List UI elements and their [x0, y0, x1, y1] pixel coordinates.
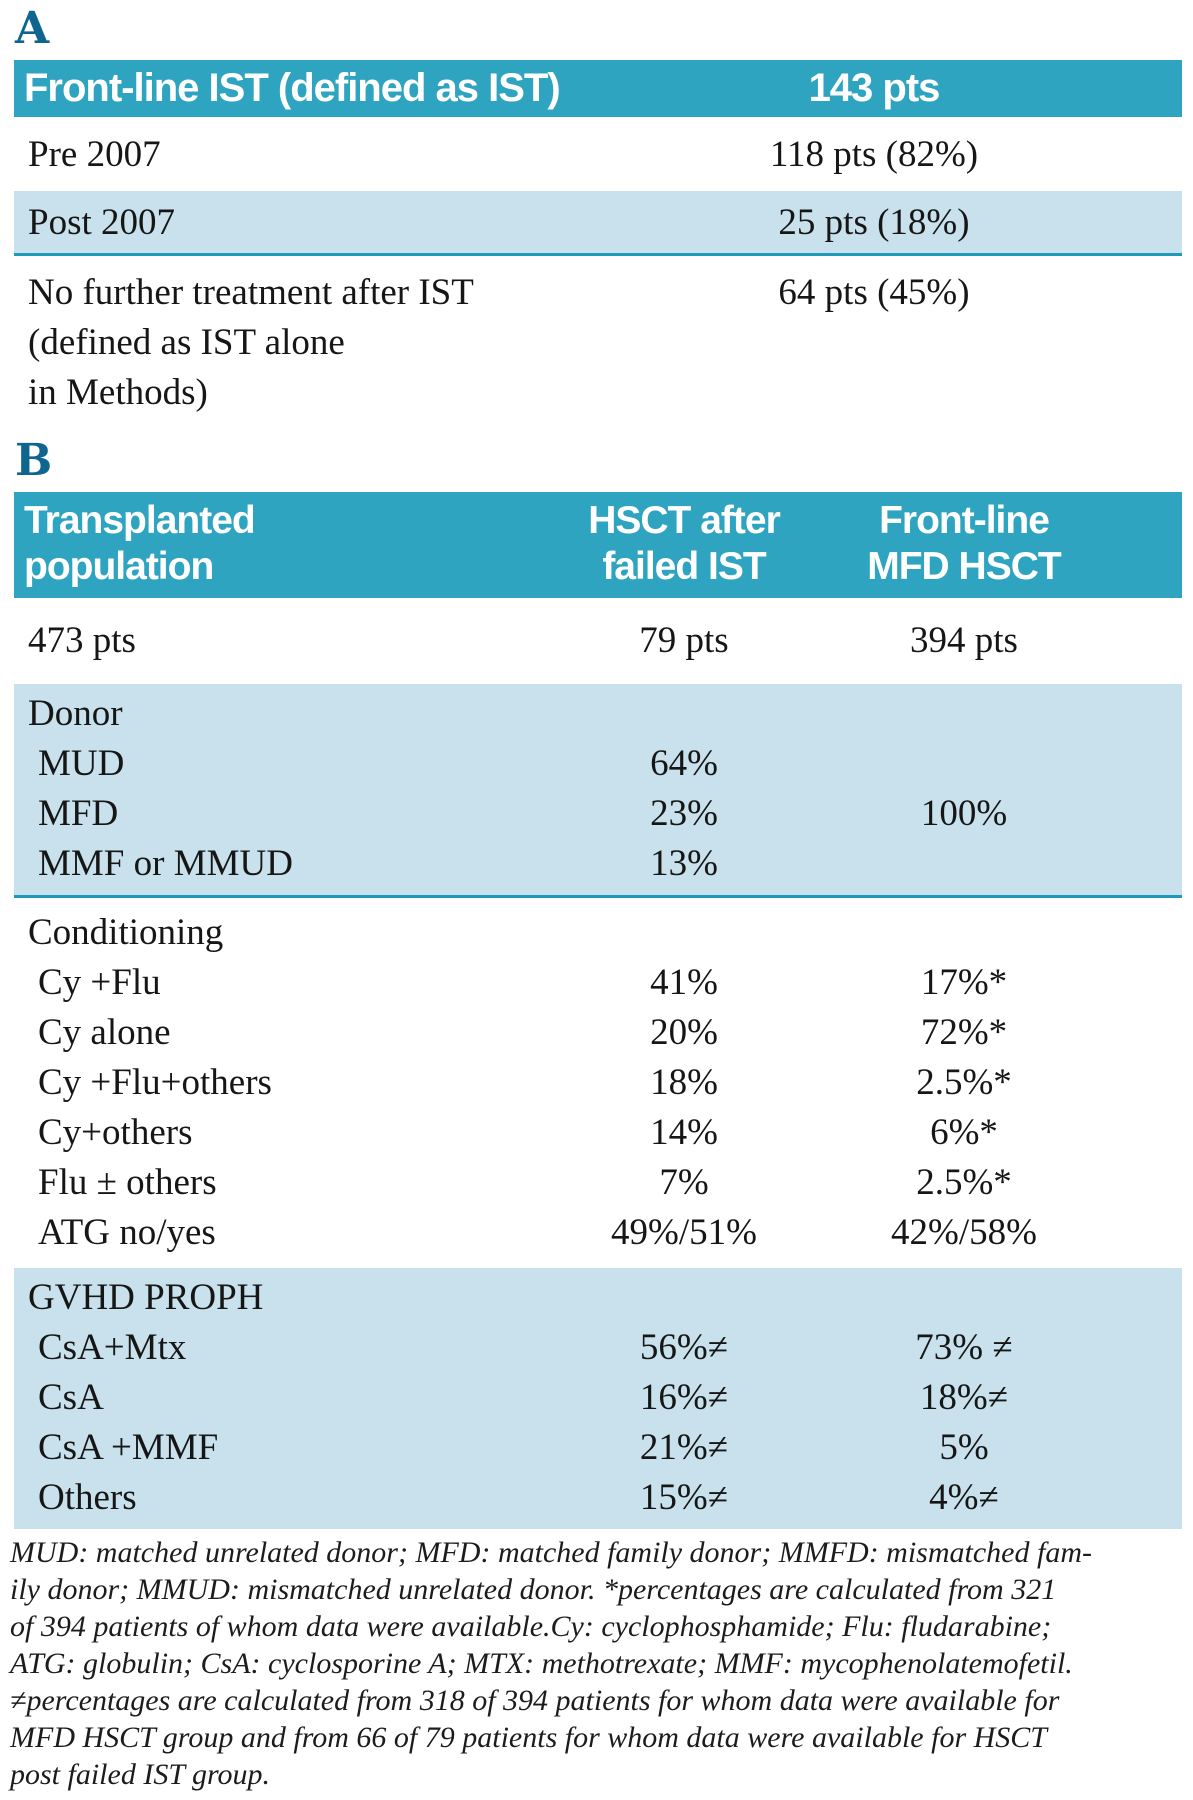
row-value: 25 pts (18%) [778, 201, 970, 243]
row-value: 64 pts (45%) [778, 272, 970, 313]
table-row [14, 1208, 1182, 1258]
row-value: 56%≠ [639, 1327, 729, 1368]
row-label-line: No further treatment after IST [28, 272, 474, 313]
table-a [14, 60, 1182, 432]
table-row [14, 1158, 1182, 1208]
row-value: 20% [650, 1012, 718, 1053]
row-label: CsA [38, 1377, 104, 1418]
panel-a-label: A [15, 3, 50, 54]
row-value: 7% [659, 1162, 709, 1203]
row-label: Flu ± others [38, 1162, 217, 1203]
section-title: Conditioning [28, 912, 224, 953]
row-label-line: in Methods) [28, 372, 208, 413]
table-row [14, 598, 1182, 684]
row-value: 100% [920, 793, 1008, 834]
table-row [14, 958, 1182, 1008]
section-title-row [14, 908, 1182, 958]
row-label: MUD [38, 743, 125, 784]
row-value: 15%≠ [639, 1477, 729, 1518]
row-value: 14% [650, 1112, 718, 1153]
table-b-header-col2 [514, 498, 854, 590]
row-value: 41% [650, 962, 718, 1003]
row-value: 23% [650, 793, 718, 834]
header-line: Front-line [879, 499, 1049, 542]
table-b-header [14, 492, 1182, 598]
table-row [14, 789, 1182, 839]
panel-b-label: B [15, 435, 53, 486]
row-value: 73% ≠ [915, 1327, 1013, 1368]
row-value: 18%≠ [919, 1377, 1009, 1418]
row-label [14, 268, 634, 418]
table-row [14, 1373, 1182, 1423]
table-b-header-col3 [854, 498, 1074, 590]
section-title-row [14, 689, 1182, 739]
table-b [14, 492, 1182, 1529]
row-value: 4%≠ [929, 1477, 999, 1518]
row-label: Cy +Flu+others [38, 1062, 272, 1103]
table-a-header-title: Front-line IST (defined as IST) [24, 66, 560, 110]
footnote-line: MUD: matched unrelated donor; MFD: matched family donor; MMFD: mismatched fam- [10, 1536, 1092, 1569]
row-label: Pre 2007 [28, 133, 161, 175]
table-row [14, 1008, 1182, 1058]
table-row [14, 1058, 1182, 1108]
row-value: 72%* [920, 1012, 1008, 1053]
row-label: Cy+others [38, 1112, 193, 1153]
footnote-line: MFD HSCT group and from 66 of 79 patients for whom data were available for HSCT [10, 1721, 1047, 1754]
header-line: HSCT after [588, 499, 780, 542]
section-title: GVHD PROPH [28, 1277, 264, 1318]
header-line: failed IST [602, 545, 766, 588]
table-a-header-count: 143 pts [808, 66, 940, 110]
header-line: MFD HSCT [867, 545, 1061, 588]
section-conditioning [14, 898, 1182, 1268]
row-value: 394 pts [910, 620, 1018, 661]
row-value: 13% [650, 843, 718, 884]
table-row [14, 1108, 1182, 1158]
row-label-line: (defined as IST alone [28, 322, 345, 363]
row-value: 5% [939, 1427, 989, 1468]
table-a-header [14, 60, 1182, 117]
row-value: 21%≠ [639, 1427, 729, 1468]
section-donor [14, 684, 1182, 898]
section-title: Donor [28, 693, 123, 734]
row-label: ATG no/yes [38, 1212, 216, 1253]
footnote-line: ATG: globulin; CsA: cyclosporine A; MTX: methotrexate; MMF: mycophenolatemofetil. [10, 1647, 1073, 1680]
table-row [14, 839, 1182, 889]
row-value: 118 pts (82%) [769, 133, 979, 175]
row-value: 16%≠ [639, 1377, 729, 1418]
row-value: 2.5%* [916, 1062, 1012, 1103]
row-label: Cy +Flu [38, 962, 161, 1003]
row-value: 18% [650, 1062, 718, 1103]
row-label: Others [38, 1477, 137, 1518]
table-row [14, 117, 1182, 191]
section-gvhd [14, 1268, 1182, 1529]
footnote-line: ≠percentages are calculated from 318 of 394 patients for whom data were available for [10, 1684, 1060, 1717]
row-label: Cy alone [38, 1012, 171, 1053]
header-line: Transplanted [24, 499, 255, 542]
row-value: 64% [650, 743, 718, 784]
row-label: Post 2007 [28, 201, 176, 243]
table-row [14, 739, 1182, 789]
table-row [14, 1473, 1182, 1523]
row-value: 17%* [920, 962, 1008, 1003]
table-row [14, 1423, 1182, 1473]
footnote-line: post failed IST group. [10, 1758, 271, 1791]
row-label: MFD [38, 793, 119, 834]
row-value: 49%/51% [611, 1212, 757, 1253]
row-label: 473 pts [28, 620, 136, 661]
footnote-line: of 394 patients of whom data were available.Cy: cyclophosphamide; Flu: fludarabine; [10, 1610, 1052, 1643]
row-label: CsA+Mtx [38, 1327, 187, 1368]
row-value: 2.5%* [916, 1162, 1012, 1203]
row-label: CsA +MMF [38, 1427, 219, 1468]
row-value: 42%/58% [891, 1212, 1037, 1253]
footnote-line: ily donor; MMUD: mismatched unrelated donor. *percentages are calculated from 321 [10, 1573, 1057, 1606]
table-row [14, 191, 1182, 256]
table-row [14, 256, 1182, 432]
table-b-header-col1 [14, 498, 514, 590]
footnote [10, 1534, 1188, 1793]
row-value: 79 pts [639, 620, 729, 661]
row-label: MMF or MMUD [38, 843, 293, 884]
table-row [14, 1323, 1182, 1373]
header-line: population [24, 545, 214, 588]
row-value: 6%* [930, 1112, 998, 1153]
section-title-row [14, 1273, 1182, 1323]
